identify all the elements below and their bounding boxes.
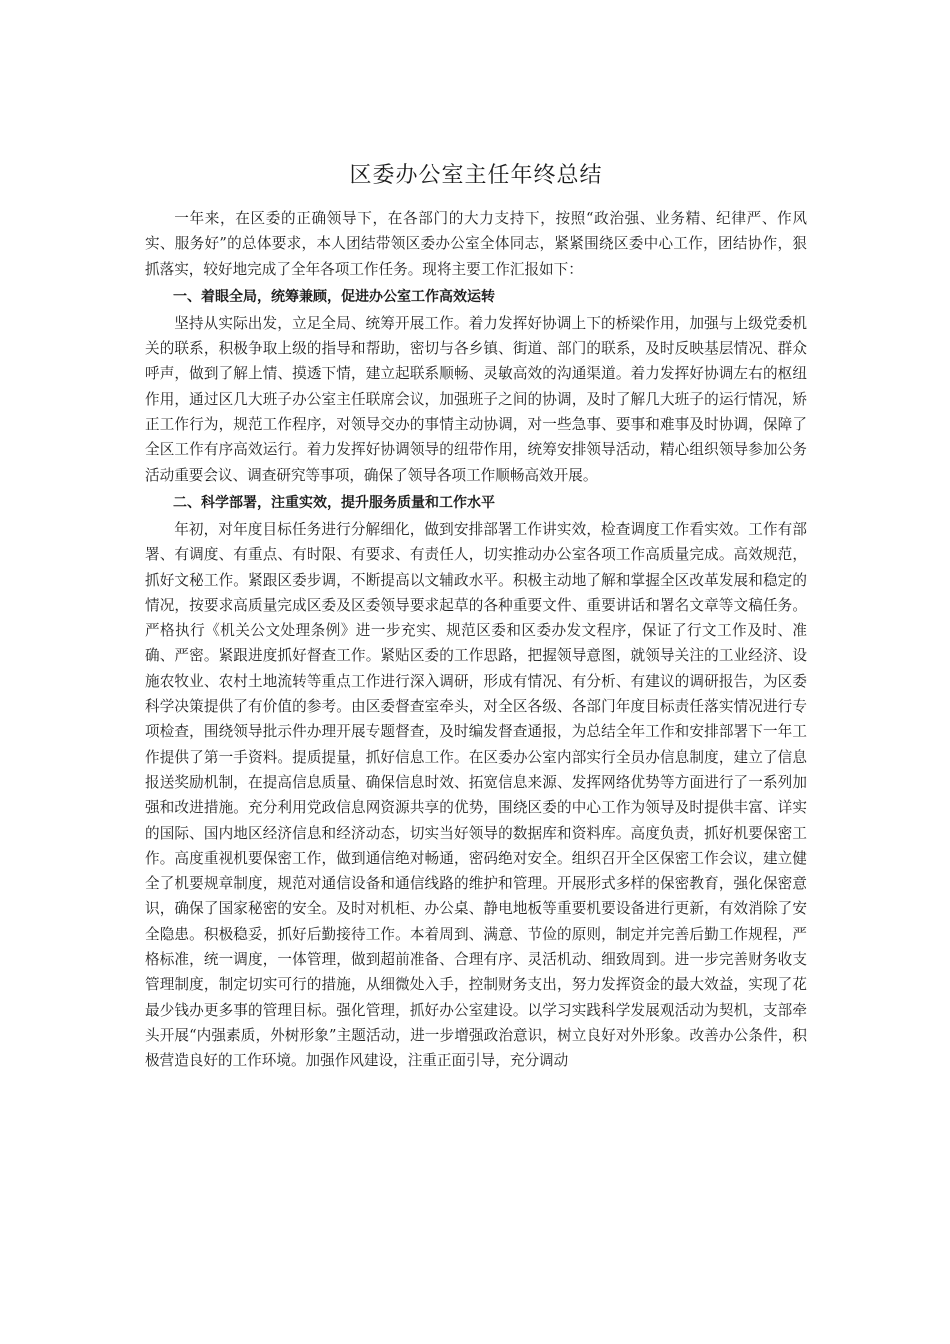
section-1-heading: 一、着眼全局，统筹兼顾，促进办公室工作高效运转 (173, 288, 495, 305)
intro-paragraph: 一年来，在区委的正确领导下，在各部门的大力支持下，按照“政治强、业务精、纪律严、作风实、服务好”的总体要求，本人团结带领区委办公室全体同志，紧紧围绕区委中心工作，团结协作，狠抓落实，较好地完成了全年各项工作任务。现将主要工作汇报如下： (145, 210, 807, 278)
section-2-body: 年初，对年度目标任务进行分解细化，做到安排部署工作讲实效，检查调度工作看实效。工作有部署、有调度、有重点、有时限、有要求、有责任人，切实推动办公室各项工作高质量完成。高效规范，抓好文秘工作。紧跟区委步调，不断提高以文辅政水平。积极主动地了解和掌握全区改革发展和稳定的情况，按要求高质量完成区委及区委领导要求起草的各种重要文件、重要讲话和署名文章等文稿任务。严格执行《机关公文处理条例》进一步充实、规范区委和区委办发文程序，保证了行文工作及时、准确、严密。紧跟进度抓好督查工作。紧贴区委的工作思路，把握领导意图，就领导关注的工业经济、设施农牧业、农村土地流转等重点工作进行深入调研，形成有情况、有分析、有建议的调研报告，为区委科学决策提供了有价值的参考。由区委督查室牵头，对全区各级、各部门年度目标责任落实情况进行专项检查，围绕领导批示件办理开展专题督查，及时编发督查通报，为总结全年工作和安排部署下一年工作提供了第一手资料。提质提量，抓好信息工作。在区委办公室内部实行全员办信息制度，建立了信息报送奖励机制，在提高信息质量、确保信息时效、拓宽信息来源、发挥网络优势等方面进行了一系列加强和改进措施。充分利用党政信息网资源共享的优势，围绕区委的中心工作为领导及时提供丰富、详实的国际、国内地区经济信息和经济动态，切实当好领导的数据库和资料库。高度负责，抓好机要保密工作。高度重视机要保密工作，做到通信绝对畅通，密码绝对安全。组织召开全区保密工作会议，建立健全了机要规章制度，规范对通信设备和通信线路的维护和管理。开展形式多样的保密教育，强化保密意识，确保了国家秘密的安全。及时对机柜、办公桌、静电地板等重要机要设备进行更新，有效消除了安全隐患。积极稳妥，抓好后勤接待工作。本着周到、满意、节俭的原则，制定并完善后勤工作规程，严格标准，统一调度，一体管理，做到超前准备、合理有序、灵活机动、细致周到。进一步完善财务收支管理制度，制定切实可行的措施，从细微处入手，控制财务支出，努力发挥资金的最大效益，实现了花最少钱办更多事的管理目标。强化管理，抓好办公室建设。以学习实践科学发展观活动为契机，支部牵头开展“内强素质，外树形象”主题活动，进一步增强政治意识，树立良好对外形象。改善办公条件，积极营造良好的工作环境。加强作风建设，注重正面引导，充分调动 (145, 520, 807, 1070)
document-title: 区委办公室主任年终总结 (349, 163, 603, 188)
document-body (145, 158, 807, 1074)
section-1-body: 坚持从实际出发，立足全局、统筹开展工作。着力发挥好协调上下的桥梁作用，加强与上级党委机关的联系，积极争取上级的指导和帮助，密切与各乡镇、街道、部门的联系，及时反映基层情况、群众呼声，做到了解上情、摸透下情，建立起联系顺畅、灵敏高效的沟通渠道。着力发挥好协调左右的枢纽作用，通过区几大班子办公室主任联席会议，加强班子之间的协调，及时了解几大班子的运行情况，矫正工作行为，规范工作程序，对领导交办的事情主动协调，对一些急事、要事和难事及时协调，保障了全区工作有序高效运行。着力发挥好协调领导的纽带作用，统筹安排领导活动，精心组织领导参加公务活动重要会议、调查研究等事项，确保了领导各项工作顺畅高效开展。 (145, 314, 807, 484)
section-2-heading: 二、科学部署，注重实效，提升服务质量和工作水平 (173, 494, 495, 511)
